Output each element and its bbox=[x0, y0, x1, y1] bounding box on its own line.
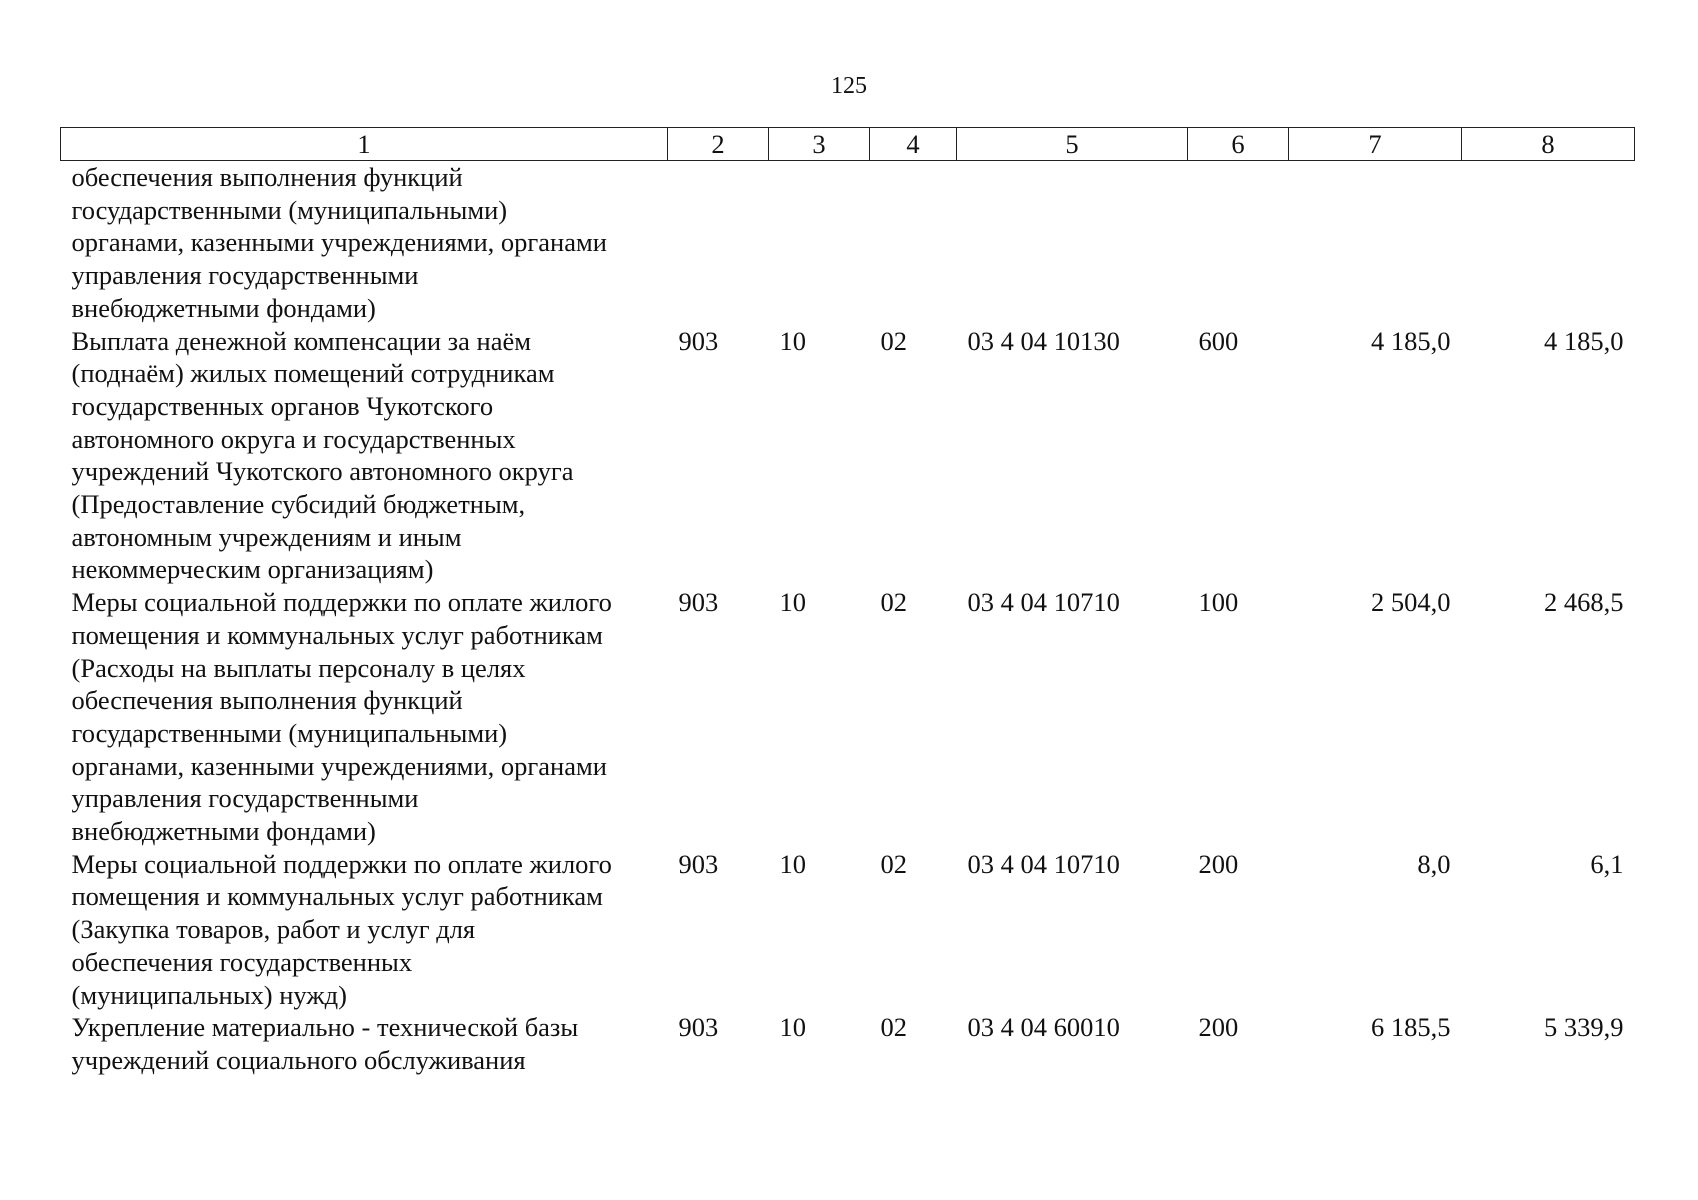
ministry-code bbox=[668, 161, 769, 325]
target-article-code: 03 4 04 10710 bbox=[967, 587, 1120, 618]
row-description: Укрепление материально - технической базы учреждений социального обслуживания bbox=[71, 1012, 579, 1075]
target-article-code bbox=[957, 161, 1188, 325]
row-description: Выплата денежной компенсации за наём (поднаём) жилых помещений сотрудникам государственных органов Чукотского автономного округа и государственных учреждений Чукотского автономного округа (Предоставление субсидий бюджетным, автономным учреждениям и иным некоммерческим организациям) bbox=[71, 325, 574, 585]
subsection-code: 02 bbox=[880, 325, 907, 356]
expense-type-code: 200 bbox=[1198, 848, 1239, 879]
target-article-code: 03 4 04 60010 bbox=[967, 1012, 1120, 1043]
amount-column-7: 4 185,0 bbox=[1371, 325, 1451, 356]
amount-column-7 bbox=[1289, 161, 1462, 325]
table-row bbox=[61, 325, 1635, 587]
column-header-7: 7 bbox=[1289, 128, 1462, 161]
column-header-2: 2 bbox=[668, 128, 769, 161]
section-code: 10 bbox=[779, 1012, 806, 1043]
amount-column-8 bbox=[1462, 161, 1635, 325]
subsection-code: 02 bbox=[880, 587, 907, 618]
section-code: 10 bbox=[779, 325, 806, 356]
column-header-1: 1 bbox=[61, 128, 668, 161]
expense-type-code: 600 bbox=[1198, 325, 1239, 356]
amount-column-8: 4 185,0 bbox=[1544, 325, 1624, 356]
amount-column-7: 6 185,5 bbox=[1371, 1012, 1451, 1043]
section-code: 10 bbox=[779, 587, 806, 618]
target-article-code: 03 4 04 10130 bbox=[967, 325, 1120, 356]
amount-column-8: 6,1 bbox=[1590, 848, 1624, 879]
table-row bbox=[61, 161, 1635, 325]
subsection-code: 02 bbox=[880, 1012, 907, 1043]
budget-table bbox=[60, 127, 1635, 1077]
amount-column-7: 8,0 bbox=[1417, 848, 1451, 879]
column-header-3: 3 bbox=[769, 128, 870, 161]
section-code: 10 bbox=[779, 848, 806, 879]
row-description: обеспечения выполнения функций государственными (муниципальными) органами, казенными учреждениями, органами управления государственными внебюджетными фондами) bbox=[71, 162, 607, 323]
amount-column-7: 2 504,0 bbox=[1371, 587, 1451, 618]
section-code bbox=[769, 161, 870, 325]
row-description: Меры социальной поддержки по оплате жилого помещения и коммунальных услуг работникам (Расходы на выплаты персоналу в целях обеспечения выполнения функций государственными (муниципальными) органами, казенными учреждениями, органами управления государственными внебюджетными фондами) bbox=[71, 587, 612, 847]
target-article-code: 03 4 04 10710 bbox=[967, 848, 1120, 879]
subsection-code bbox=[870, 161, 957, 325]
ministry-code: 903 bbox=[678, 848, 719, 879]
table-row bbox=[61, 848, 1635, 1012]
table-row bbox=[61, 1011, 1635, 1076]
column-number-header-row bbox=[61, 128, 1635, 161]
ministry-code: 903 bbox=[678, 325, 719, 356]
expense-type-code: 100 bbox=[1198, 587, 1239, 618]
amount-column-8: 5 339,9 bbox=[1544, 1012, 1624, 1043]
subsection-code: 02 bbox=[880, 848, 907, 879]
table-row bbox=[61, 586, 1635, 848]
column-header-6: 6 bbox=[1188, 128, 1289, 161]
column-header-4: 4 bbox=[870, 128, 957, 161]
page-number: 125 bbox=[831, 73, 867, 99]
row-description: Меры социальной поддержки по оплате жилого помещения и коммунальных услуг работникам (Закупка товаров, работ и услуг для обеспечения государственных (муниципальных) нужд) bbox=[71, 848, 612, 1010]
ministry-code: 903 bbox=[678, 1012, 719, 1043]
column-header-8: 8 bbox=[1462, 128, 1635, 161]
expense-type-code: 200 bbox=[1198, 1012, 1239, 1043]
column-header-5: 5 bbox=[957, 128, 1188, 161]
amount-column-8: 2 468,5 bbox=[1544, 587, 1624, 618]
ministry-code: 903 bbox=[678, 587, 719, 618]
expense-type-code bbox=[1188, 161, 1289, 325]
